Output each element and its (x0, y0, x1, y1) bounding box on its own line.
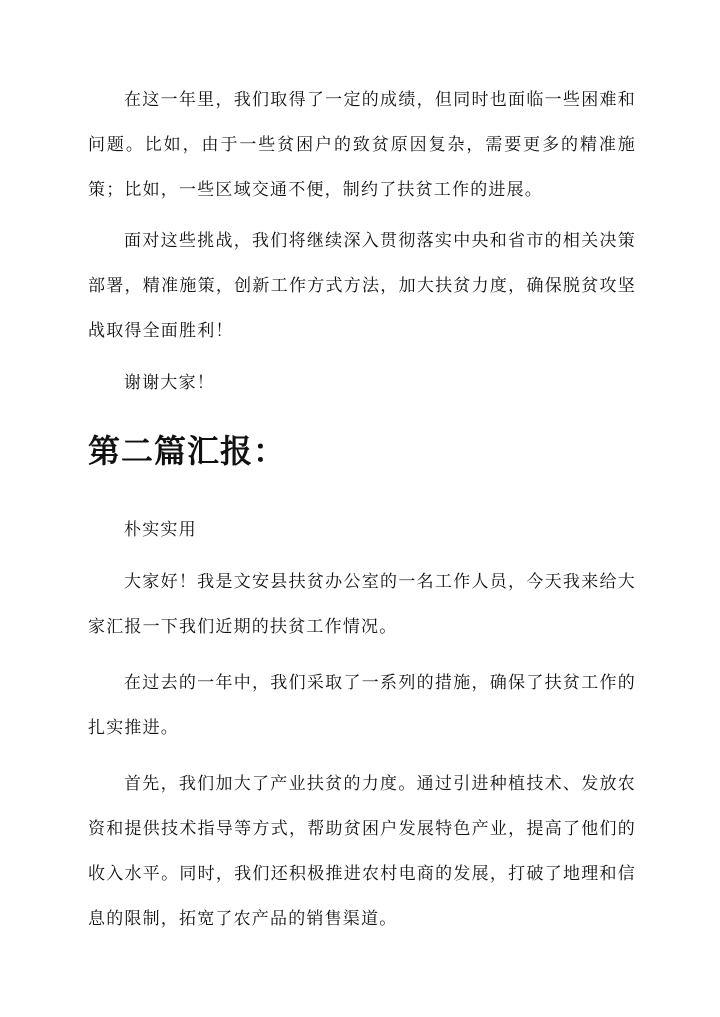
subtitle-paragraph: 朴实实用 (124, 520, 197, 540)
body-paragraph: 面对这些挑战，我们将继续深入贯彻落实中央和省市的相关决策部署，精准施策，创新工作方式方法，加大扶贫力度，确保脱贫攻坚战取得全面胜利！ (88, 231, 636, 341)
section-heading: 第二篇汇报： (88, 432, 287, 470)
body-paragraph: 首先，我们加大了产业扶贫的力度。通过引进种植技术、发放农资和提供技术指导等方式，帮助贫困户发展特色产业，提高了他们的收入水平。同时，我们还积极推进农村电商的发展，打破了地理和信息的限制，拓宽了农产品的销售渠道。 (88, 774, 636, 929)
body-paragraph: 大家好！我是文安县扶贫办公室的一名工作人员，今天我来给大家汇报一下我们近期的扶贫工作情况。 (88, 572, 636, 637)
body-paragraph: 在这一年里，我们取得了一定的成绩，但同时也面临一些困难和问题。比如，由于一些贫困户的致贫原因复杂，需要更多的精准施策；比如，一些区域交通不便，制约了扶贫工作的进展。 (88, 90, 636, 200)
closing-paragraph: 谢谢大家！ (124, 373, 215, 393)
body-paragraph: 在过去的一年中，我们采取了一系列的措施，确保了扶贫工作的扎实推进。 (88, 673, 636, 738)
